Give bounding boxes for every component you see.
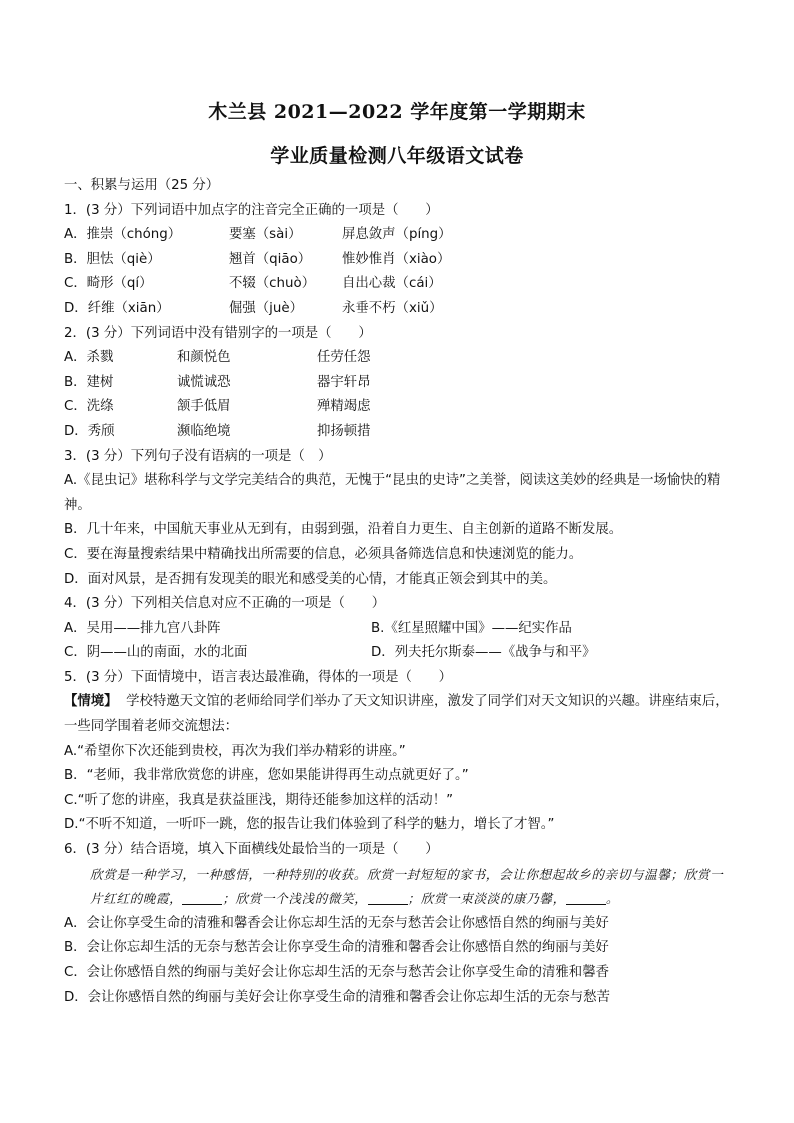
option-cell: 不辍（chuò） <box>229 276 316 292</box>
question-5-option-a: A.“希望你下次还能到贵校，再次为我们举办精彩的讲座。” <box>64 743 406 759</box>
question-6-option-a: A．会让你享受生命的清雅和馨香会让你忘却生活的无奈与愁苦会让你感悟自然的绚丽与美好 <box>64 915 609 931</box>
question-1-option-c <box>64 272 734 297</box>
option-cell: 自出心裁（cái） <box>342 276 442 292</box>
passage-text: 欣赏是一种学习，一种感悟，一种特别的收获。欣赏一封短短的家书，会让你想起故乡的亲切与温馨；欣赏一片红红的晚霞， <box>90 866 724 907</box>
question-3-option-b: B．几十年来，中国航天事业从无到有，由弱到强，沿着自力更生、自主创新的道路不断发展。 <box>64 522 623 538</box>
question-3-option-c: C．要在海量搜索结果中精确找出所需要的信息，必须具备筛选信息和快速浏览的能力。 <box>64 546 583 562</box>
option-cell: D．秀颀 <box>64 423 115 439</box>
option-cell: 殚精竭虑 <box>317 399 371 415</box>
option-cell: D．列夫托尔斯泰——《战争与和平》 <box>371 645 596 661</box>
option-cell: 诚慌诚恐 <box>177 374 231 390</box>
question-1-option-b <box>64 248 734 273</box>
option-cell: 任劳任怨 <box>317 350 371 366</box>
answer-blank <box>182 890 222 905</box>
question-2-option-c <box>64 395 734 420</box>
question-2-stem: 2．(3 分）下列词语中没有错别字的一项是（ ） <box>64 325 372 341</box>
exam-title-line2: 学业质量检测八年级语文试卷 <box>270 145 524 167</box>
question-6-stem: 6．(3 分）结合语境，填入下面横线处最恰当的一项是（ ） <box>64 842 439 858</box>
question-2-option-a <box>64 346 734 371</box>
option-cell: B．建树 <box>64 374 114 390</box>
option-cell: C．阴——山的南面，水的北面 <box>64 645 248 661</box>
option-cell: A．杀戮 <box>64 350 114 366</box>
option-cell: 翘首（qiāo） <box>229 251 312 267</box>
question-1-stem: 1．(3 分）下列词语中加点字的注音完全正确的一项是（ ） <box>64 202 439 218</box>
question-3-option-d: D．面对风景，是否拥有发现美的眼光和感受美的心情，才能真正领会到其中的美。 <box>64 571 557 587</box>
question-5-option-c: C.“听了您的讲座，我真是获益匪浅，期待还能参加这样的活动！” <box>64 792 454 808</box>
exam-title-line1: 木兰县 2021—2022 学年度第一学期期末 <box>208 101 586 123</box>
option-cell: A．推崇（chóng） <box>64 227 182 243</box>
question-5-stem: 5．(3 分）下面情境中，语言表达最准确，得体的一项是（ ） <box>64 669 453 685</box>
context-label: 【情境】 <box>64 694 118 710</box>
answer-blank <box>566 890 606 905</box>
option-cell: A．吴用——排九宫八卦阵 <box>64 620 221 636</box>
question-5-option-d: D.“不听不知道，一听吓一跳，您的报告让我们体验到了科学的魅力，增长了才智。” <box>64 817 555 833</box>
passage-text: ；欣赏一束淡淡的康乃馨， <box>407 891 566 907</box>
section-heading: 一、积累与运用（25 分） <box>64 178 220 193</box>
question-6-option-c: C．会让你感悟自然的绚丽与美好会让你忘却生活的无奈与愁苦会让你享受生命的清雅和馨香 <box>64 965 609 980</box>
question-4-options-cd <box>64 641 734 666</box>
option-cell: 惟妙惟肖（xiào） <box>342 251 451 267</box>
passage-text: ；欣赏一个浅浅的微笑， <box>222 891 368 907</box>
option-cell: C．畸形（qí） <box>64 276 153 292</box>
question-6-option-b: B．会让你忘却生活的无奈与愁苦会让你享受生命的清雅和馨香会让你感悟自然的绚丽与美好 <box>64 940 609 956</box>
option-cell: 屏息敛声（píng） <box>342 227 452 243</box>
option-cell: 器宇轩昂 <box>317 374 371 390</box>
option-cell: B．胆怯（qiè） <box>64 251 161 267</box>
passage-text: 。 <box>605 891 620 907</box>
context-text: 学校特邀天文馆的老师给同学们举办了天文知识讲座，激发了同学们对天文知识的兴趣。讲座结束后，一些同学围着老师交流想法： <box>64 694 729 735</box>
option-cell: 永垂不朽（xiǔ） <box>342 300 443 316</box>
question-2-option-d <box>64 420 734 445</box>
question-3-stem: 3．(3 分）下列句子没有语病的一项是（ ） <box>64 448 332 464</box>
question-6-option-d: D．会让你感悟自然的绚丽与美好会让你享受生命的清雅和馨香会让你忘却生活的无奈与愁苦 <box>64 989 610 1005</box>
option-cell: 颔手低眉 <box>177 399 231 415</box>
option-cell: B.《红星照耀中国》——纪实作品 <box>371 620 572 636</box>
option-cell: C．洗绦 <box>64 399 114 415</box>
option-cell: 抑扬顿措 <box>317 423 371 439</box>
answer-blank <box>368 890 408 905</box>
question-2-option-b <box>64 371 734 396</box>
question-1-option-a <box>64 223 734 248</box>
exam-content <box>64 174 734 1010</box>
question-6-passage <box>64 863 734 912</box>
question-4-stem: 4．(3 分）下列相关信息对应不正确的一项是（ ） <box>64 596 386 612</box>
option-cell: 濒临绝境 <box>177 423 231 439</box>
question-5-context <box>64 690 734 739</box>
option-cell: 要塞（sài） <box>229 227 302 243</box>
question-4-options-ab <box>64 617 734 642</box>
option-cell: 和颜悦色 <box>177 350 231 366</box>
option-cell: 倔强（juè） <box>229 300 304 316</box>
question-5-option-b: B．“老师，我非常欣赏您的讲座，您如果能讲得再生动点就更好了。” <box>64 768 469 784</box>
question-1-option-d <box>64 297 734 322</box>
option-cell: D．纤维（xiān） <box>64 300 170 316</box>
question-3-option-a: A.《昆虫记》堪称科学与文学完美结合的典范，无愧于“昆虫的史诗”之美誉，阅读这美妙的经典是一场愉快的精神。 <box>64 473 721 513</box>
